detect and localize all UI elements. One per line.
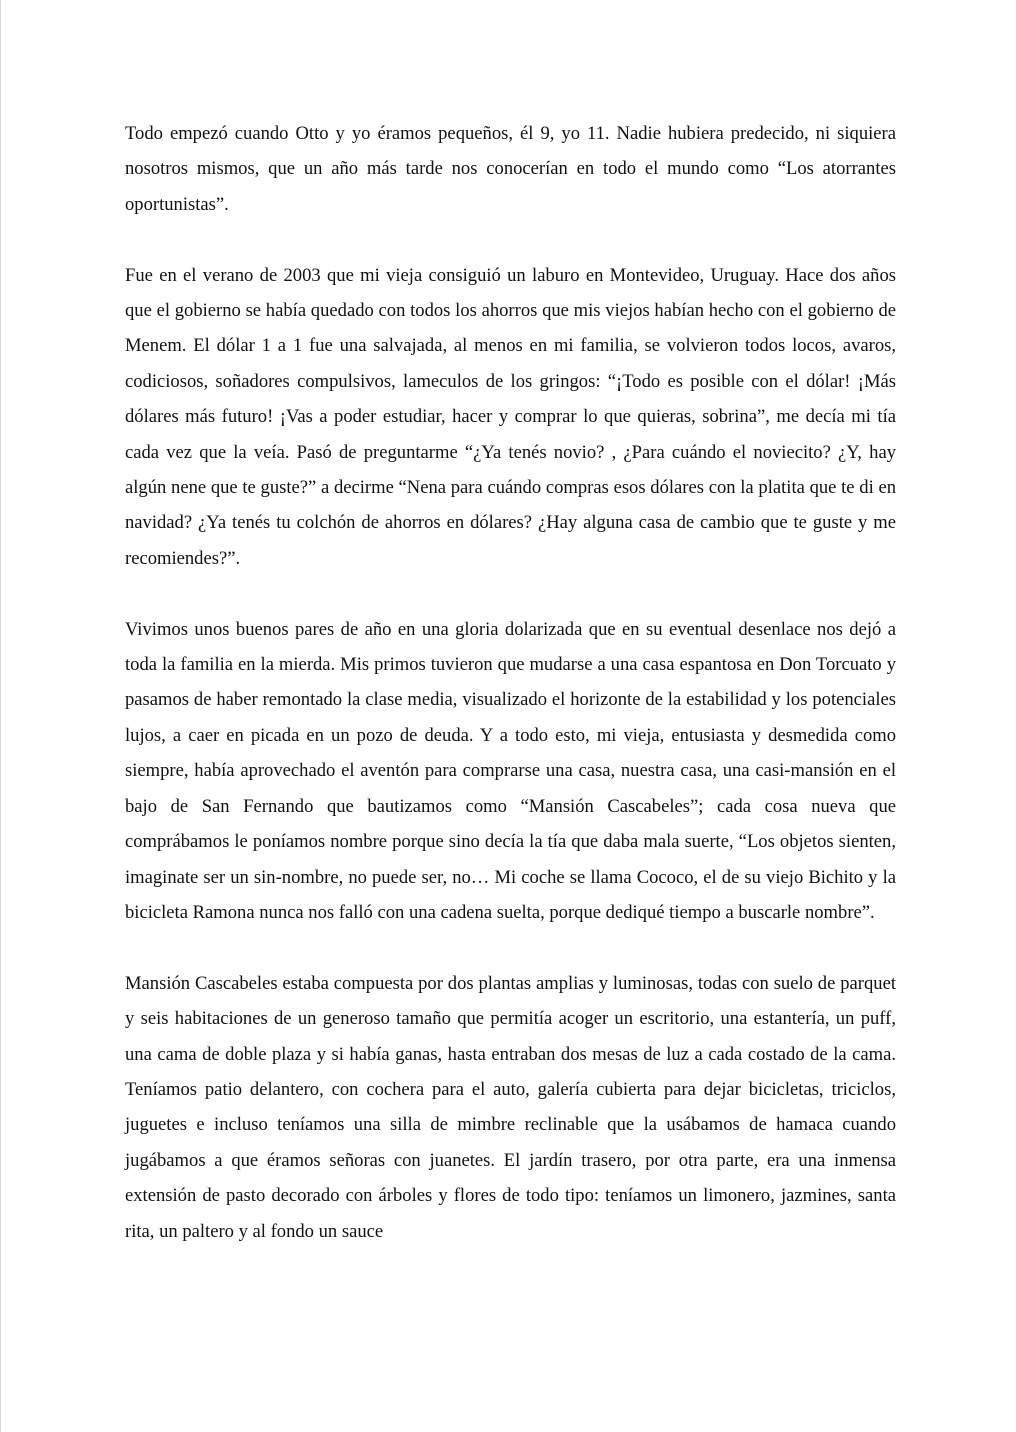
document-body [125, 116, 896, 1249]
paragraph-4: Mansión Cascabeles estaba compuesta por dos plantas amplias y luminosas, todas con suelo de parquet y seis habitaciones de un generoso tamaño que permitía acoger un escritorio, una estantería, un puff, una cama de doble plaza y si había ganas, hasta entraban dos mesas de luz a cada costado de la cama. Teníamos patio delantero, con cochera para el auto, galería cubierta para dejar bicicletas, triciclos, juguetes e incluso teníamos una silla de mimbre reclinable que la usábamos de hamaca cuando jugábamos a que éramos señoras con juanetes. El jardín trasero, por otra parte, era una inmensa extensión de pasto decorado con árboles y flores de todo tipo: teníamos un limonero, jazmines, santa rita, un paltero y al fondo un sauce [125, 972, 896, 1242]
paragraph-1: Todo empezó cuando Otto y yo éramos pequeños, él 9, yo 11. Nadie hubiera predecido, ni siquiera nosotros mismos, que un año más tarde nos conocerían en todo el mundo como “Los atorrantes oportunistas”. [125, 123, 896, 215]
paragraph-3: Vivimos unos buenos pares de año en una gloria dolarizada que en su eventual desenlace nos dejó a toda la familia en la mierda. Mis primos tuvieron que mudarse a una casa espantosa en Don Torcuato y pasamos de haber remontado la clase media, visualizado el horizonte de la estabilidad y los potenciales lujos, a caer en picada en un pozo de deuda. Y a todo esto, mi vieja, entusiasta y desmedida como siempre, había aprovechado el aventón para comprarse una casa, nuestra casa, una casi-mansión en el bajo de San Fernando que bautizamos como “Mansión Cascabeles”; cada cosa nueva que comprábamos le poníamos nombre porque sino decía la tía que daba mala suerte, “Los objetos sienten, imaginate ser un sin-nombre, no puede ser, no… Mi coche se llama Cococo, el de su viejo Bichito y la bicicleta Ramona nunca nos falló con una cadena suelta, porque dediqué tiempo a buscarle nombre”. [125, 618, 896, 923]
paragraph-2: Fue en el verano de 2003 que mi vieja consiguió un laburo en Montevideo, Uruguay. Hace dos años que el gobierno se había quedado con todos los ahorros que mis viejos habían hecho con el gobierno de Menem. El dólar 1 a 1 fue una salvajada, al menos en mi familia, se volvieron todos locos, avaros, codiciosos, soñadores compulsivos, lameculos de los gringos: “¡Todo es posible con el dólar! ¡Más dólares más futuro! ¡Vas a poder estudiar, hacer y comprar lo que quieras, sobrina”, me decía mi tía cada vez que la veía. Pasó de preguntarme “¿Ya tenés novio? , ¿Para cuándo el noviecito? ¿Y, hay algún nene que te guste?” a decirme “Nena para cuándo compras esos dólares con la platita que te di en navidad? ¿Ya tenés tu colchón de ahorros en dólares? ¿Hay alguna casa de cambio que te guste y me recomiendes?”. [125, 264, 896, 569]
